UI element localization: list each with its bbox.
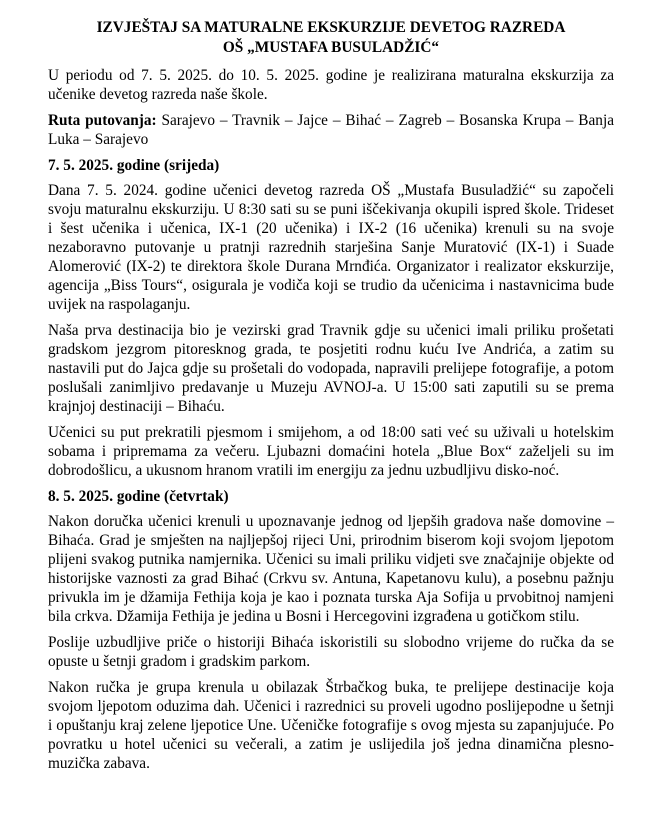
route-paragraph <box>48 111 614 149</box>
title-line-1: IZVJEŠTAJ SA MATURALNE EKSKURZIJE DEVETOG RAZREDA <box>96 19 566 36</box>
day2-heading: 8. 5. 2025. godine (četvrtak) <box>48 488 229 505</box>
day1-heading: 7. 5. 2025. godine (srijeda) <box>48 157 220 174</box>
day2-paragraph-3: Nakon ručka je grupa krenula u obilazak Štrbačkog buka, te prelijepe destinacije koja svojom ljepotom oduzima dah. Učenici i razrednici su proveli ugodno poslijepodne u šetnji i opuštanju kraj zelene ljepotice Une. Učeničke fotografije s ovog mjesta su zapanjujuće. Po povratku u hotel učenici su večerali, a zatim je uslijedila još jedna dinamična plesno-muzička zabava. <box>48 679 614 772</box>
document-page <box>48 18 614 780</box>
title-line-2: OŠ „MUSTAFA BUSULADŽIĆ“ <box>222 39 440 56</box>
day1-paragraph-1: Dana 7. 5. 2024. godine učenici devetog razreda OŠ „Mustafa Busuladžić“ su započeli svoju maturalnu ekskurziju. U 8:30 sati su se puni iščekivanja okupili ispred škole. Trideset i šest učenika i učenica, IX-1 (20 učenika) i IX-2 (16 učenika) krenuli su na svoje nezaboravno putovanje u pratnji razrednih starješina Sanje Muratović (IX-1) i Suade Alomerović (IX-2) te direktora škole Durana Mrnđića. Organizator i realizator ekskurzije, agencija „Biss Tours“, osigurala je vodiča koji se trudio da učenicima i nastavnicima bude uvijek na raspolaganju. <box>48 182 614 313</box>
day2-paragraph-2: Poslije uzbudljive priče o historiji Bihaća iskoristili su slobodno vrijeme do ručka da se opuste u šetnji gradom i gradskim parkom. <box>48 634 614 670</box>
day1-paragraph-2: Naša prva destinacija bio je vezirski grad Travnik gdje su učenici imali priliku prošetati gradskom jezgrom pitoresknog grada, te posjetiti rodnu kuću Ive Andrića, a zatim su nastavili put do Jajca gdje su prošetali do vodopada, napravili prelijepe fotografije, a potom poslušali zanimljivo predavanje u Muzeju AVNOJ-a. U 15:00 sati zaputili su se prema krajnjoj destinaciji – Bihaću. <box>48 322 614 415</box>
day1-paragraph-3: Učenici su put prekratili pjesmom i smijehom, a od 18:00 sati već su uživali u hotelskim sobama i pripremama za večeru. Ljubazni domaćini hotela „Blue Box“ zaželjeli su im dobrodošlicu, a ukusnom hranom vratili im energiju za jednu uzbudljivu disko-noć. <box>48 424 614 479</box>
intro-paragraph: U periodu od 7. 5. 2025. do 10. 5. 2025. godine je realizirana maturalna ekskurzija za učenike devetog razreda naše škole. <box>48 67 614 103</box>
route-text: Sarajevo – Travnik – Jajce – Bihać – Zagreb – Bosanska Krupa – Banja Luka – Sarajevo <box>48 112 614 148</box>
document-title <box>48 18 614 58</box>
day2-paragraph-1: Nakon doručka učenici krenuli u upoznavanje jednog od ljepših gradova naše domovine – Bihaća. Grad je smješten na najljepšoj rijeci Uni, prirodnim biserom koji svojom ljepotom plijeni svakog putnika namjernika. Učenici su imali priliku vidjeti sve značajnije objekte od historijske vaznosti za grad Bihać (Crkvu sv. Antuna, Kapetanovu kulu), a posebnu pažnju privukla im je džamija Fethija koja je kao i poznata turska Aja Sofija u prvobitnoj namjeni bila crkva. Džamija Fethija je jedina u Bosni i Hercegovini izgrađena u gotičkom stilu. <box>48 513 614 625</box>
route-label: Ruta putovanja: <box>48 112 157 129</box>
